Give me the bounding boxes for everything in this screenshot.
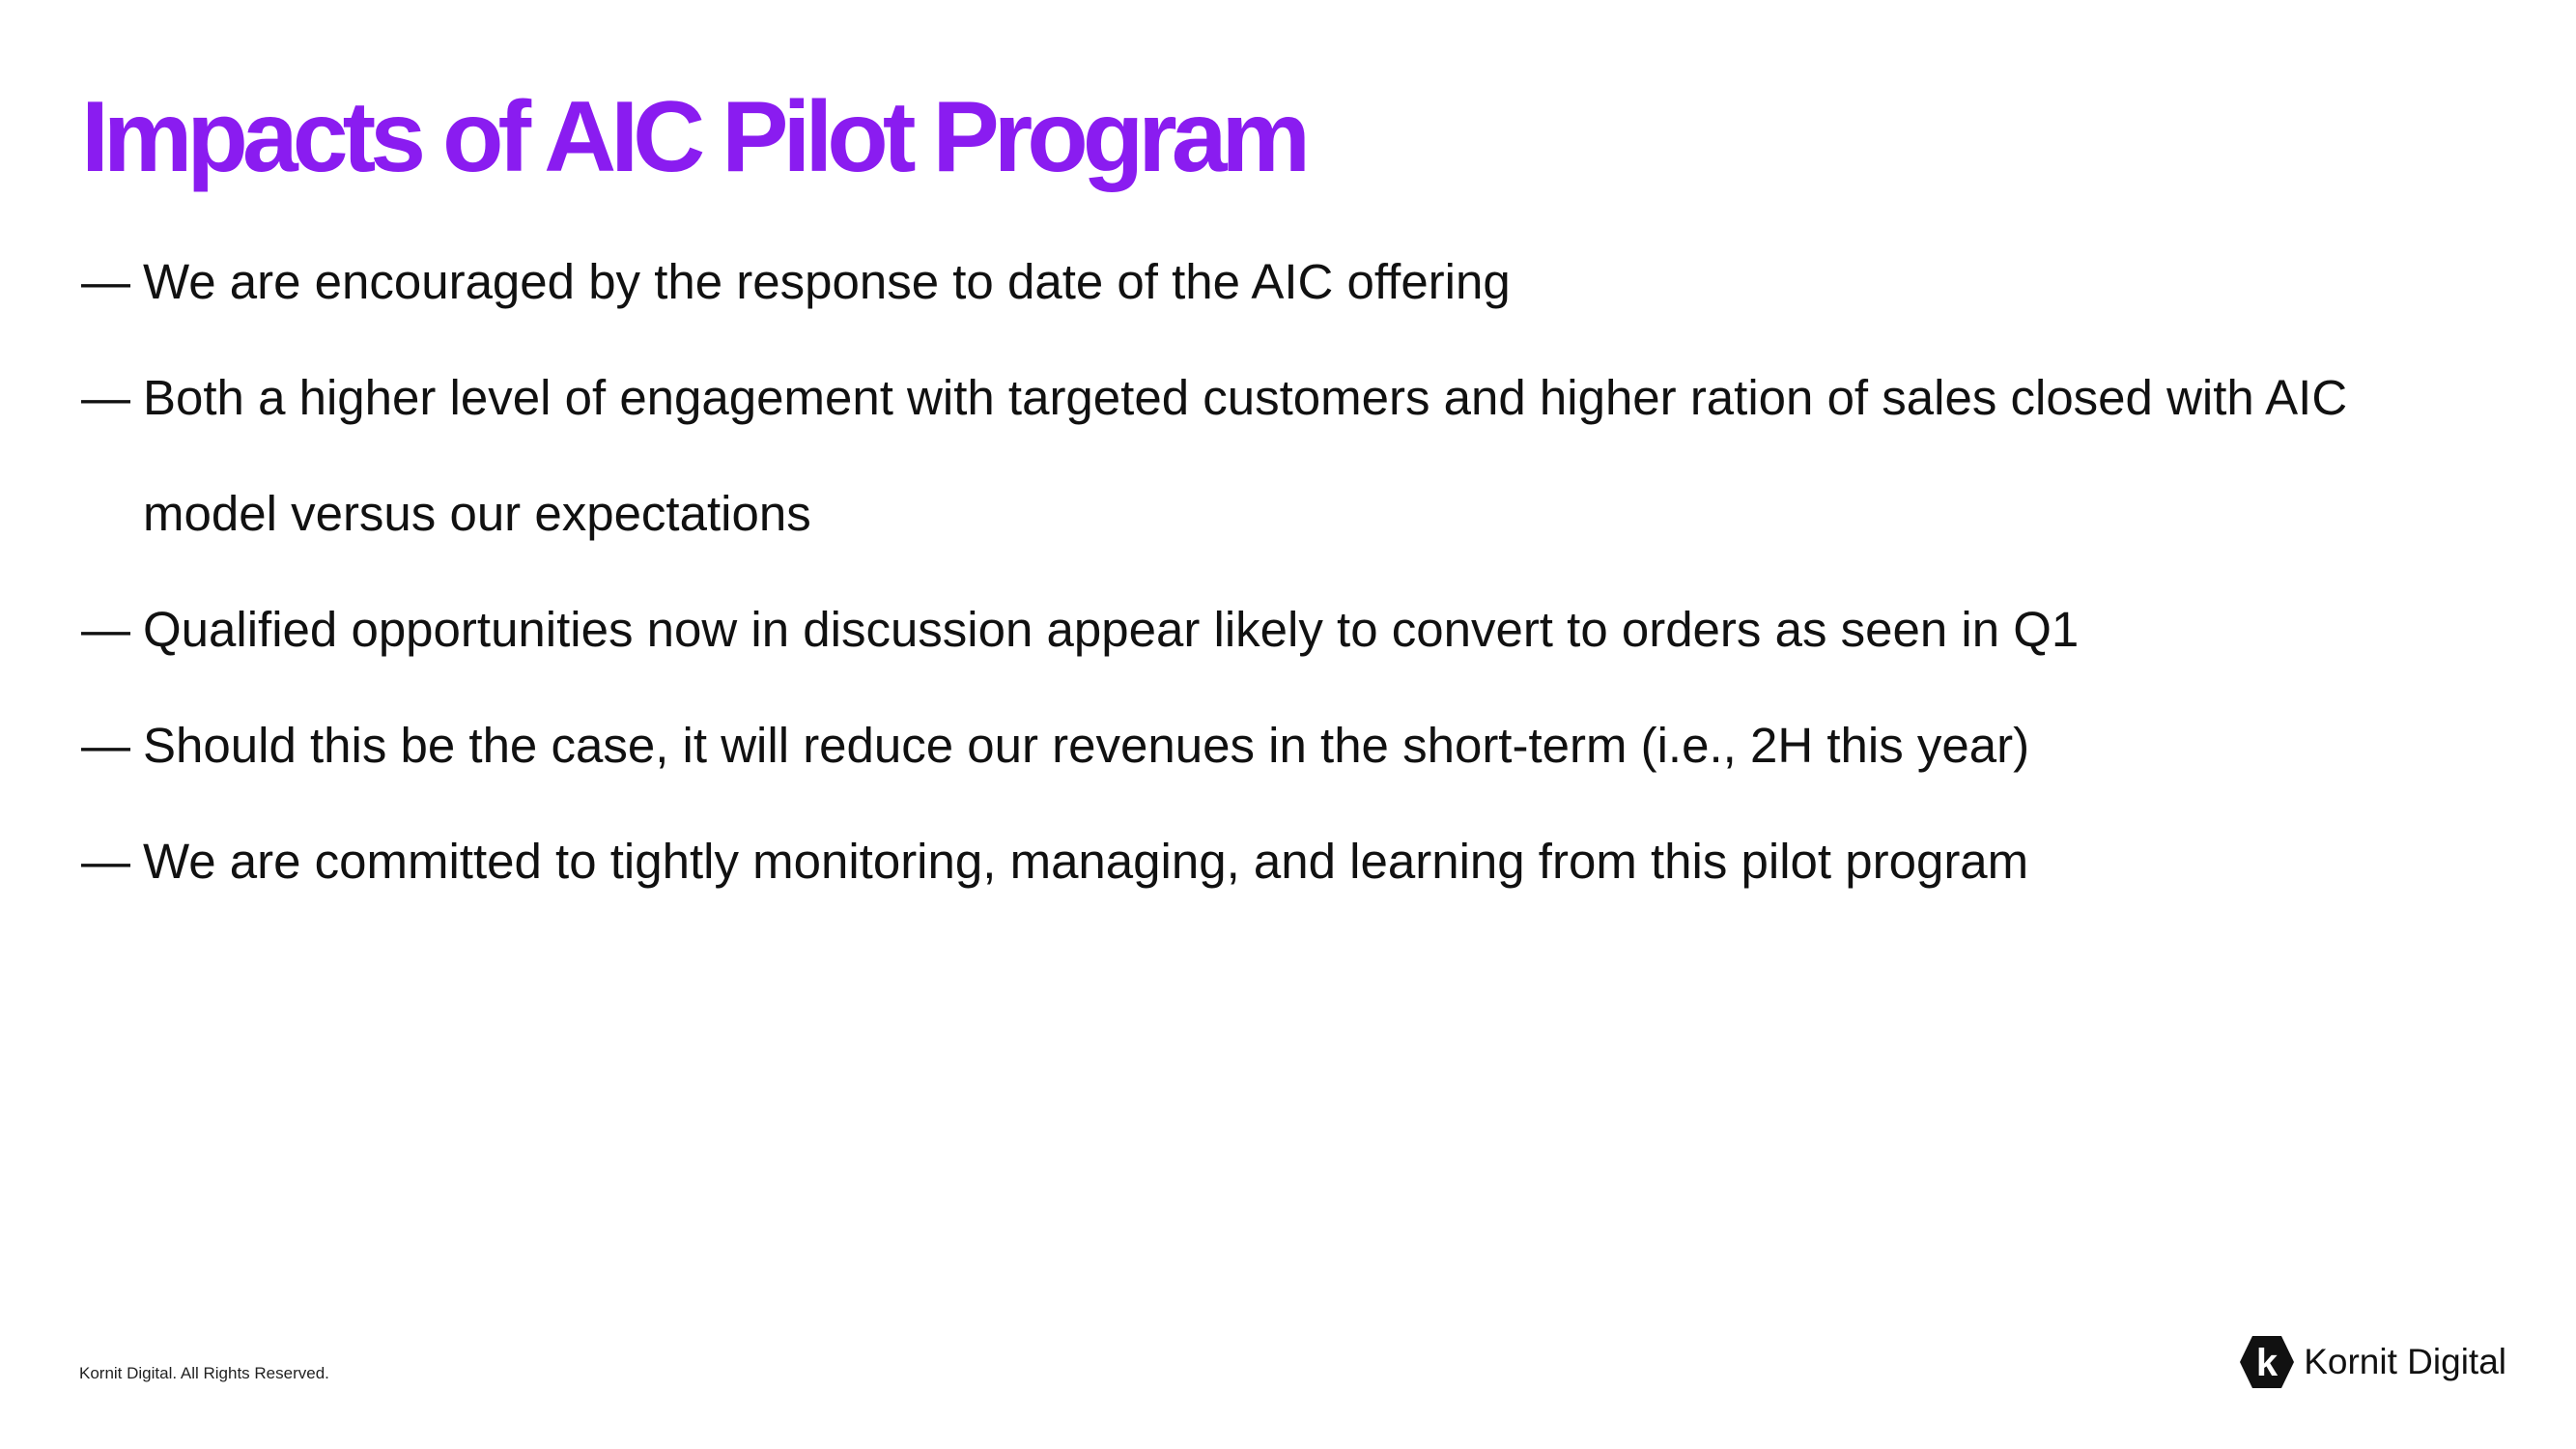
brand-logo xyxy=(2238,1333,2506,1391)
bullet-list xyxy=(81,224,2448,920)
brand-name: Kornit Digital xyxy=(2304,1342,2506,1381)
bullet-dash: — xyxy=(81,602,130,657)
bullet-item xyxy=(81,688,2448,804)
bullet-item xyxy=(81,572,2448,688)
kornit-k-logo-icon xyxy=(2238,1333,2296,1391)
bullet-text: Both a higher level of engagement with targeted customers and higher ration of sales closed with AIC model versus our expectations xyxy=(143,370,2348,541)
bullet-dash: — xyxy=(81,370,130,425)
bullet-text: Should this be the case, it will reduce our revenues in the short-term (i.e., 2H this year) xyxy=(143,718,2030,773)
bullet-dash: — xyxy=(81,254,130,309)
bullet-text: Qualified opportunities now in discussion appear likely to convert to orders as seen in Q1 xyxy=(143,602,2080,657)
svg-text:k: k xyxy=(2256,1342,2279,1384)
bullet-item xyxy=(81,804,2448,920)
bullet-item xyxy=(81,224,2448,340)
bullet-dash: — xyxy=(81,834,130,889)
bullet-text: We are committed to tightly monitoring, managing, and learning from this pilot program xyxy=(143,834,2029,889)
bullet-dash: — xyxy=(81,718,130,773)
bullet-text: We are encouraged by the response to date of the AIC offering xyxy=(143,254,1511,309)
slide-title: Impacts of AIC Pilot Program xyxy=(81,81,1306,193)
copyright-footer: Kornit Digital. All Rights Reserved. xyxy=(79,1364,329,1382)
bullet-item xyxy=(81,340,2448,572)
